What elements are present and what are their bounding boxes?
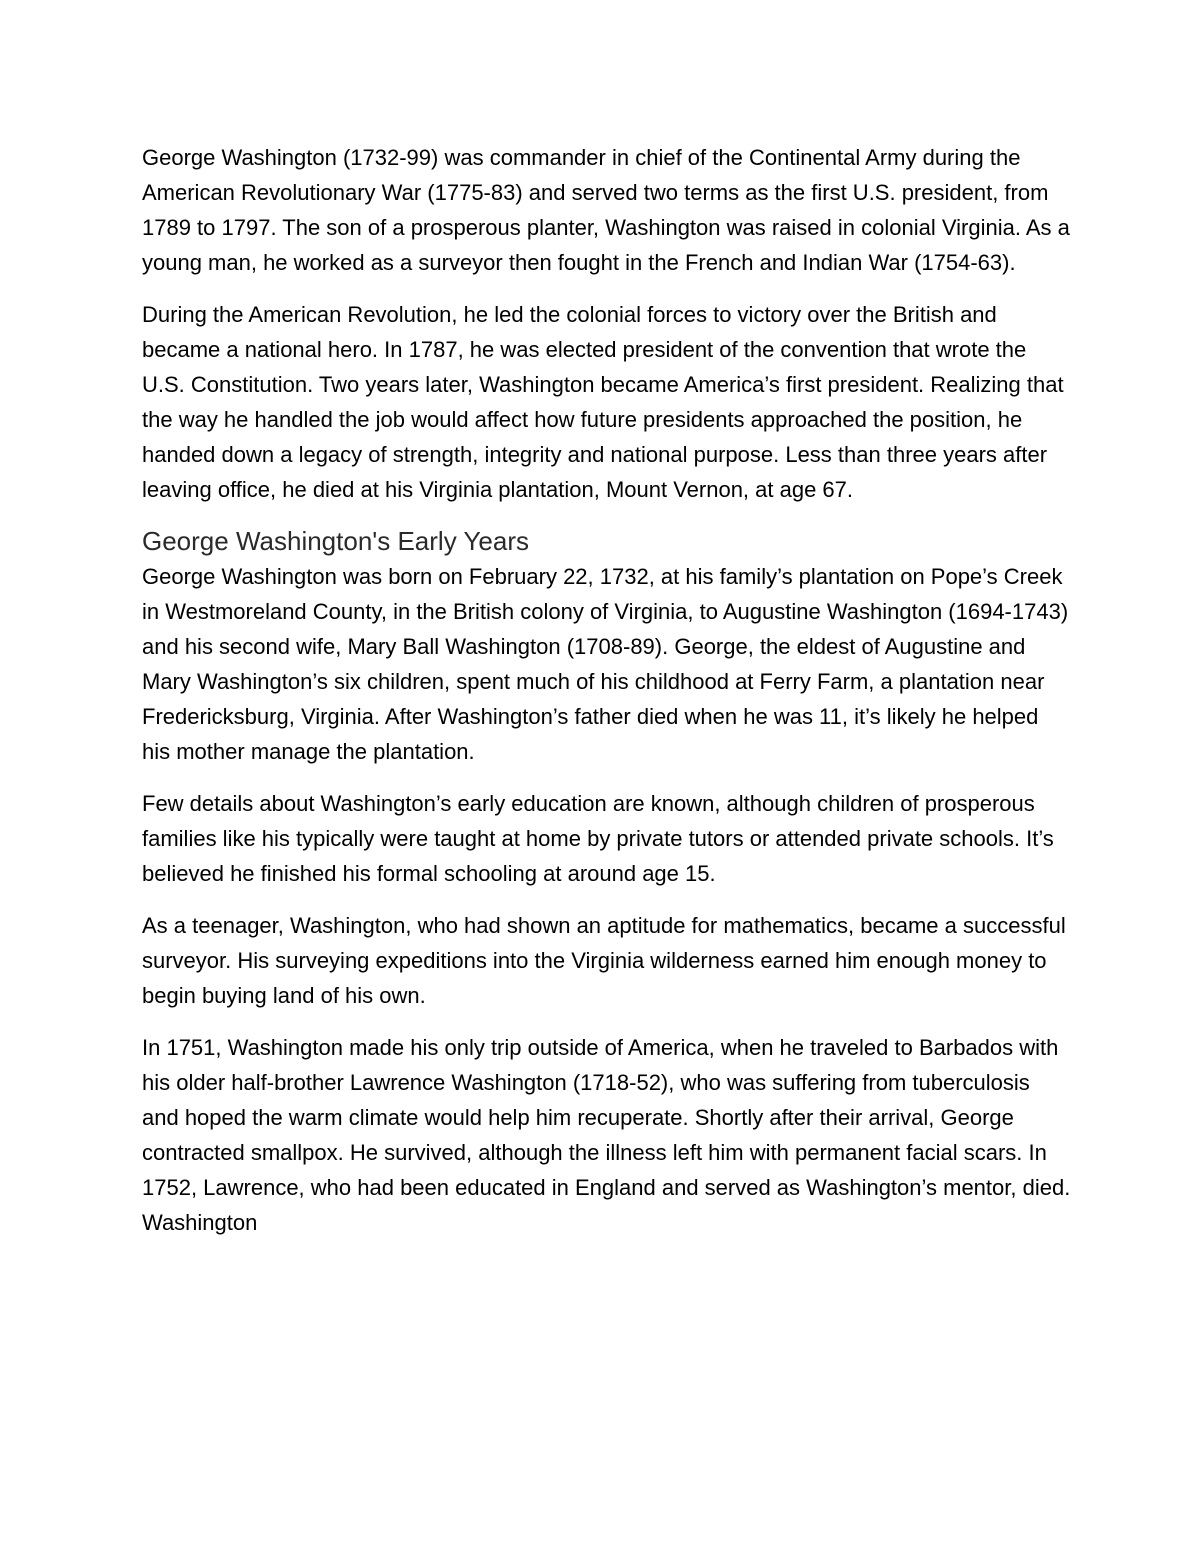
paragraph-intro-1: George Washington (1732-99) was commander in chief of the Continental Army during the American Revolutionary War (1775-83) and served two terms as the first U.S. president, from 1789 to 1797. The son of a prosperous planter, Washington was raised in colonial Virginia. As a young man, he worked as a surveyor then fought in the French and Indian War (1754-63). [142,145,1070,275]
paragraph-early-years-4: In 1751, Washington made his only trip outside of America, when he traveled to Barbados with his older half-brother Lawrence Washington (1718-52), who was suffering from tuberculosis and hoped the warm climate would help him recuperate. Shortly after their arrival, George contracted smallpox. He survived, although the illness left him with permanent facial scars. In 1752, Lawrence, who had been educated in England and served as Washington’s mentor, died. Washington [142,1035,1071,1235]
section-heading: George Washington's Early Years [142,526,529,556]
paragraph-intro-2: During the American Revolution, he led the colonial forces to victory over the British and became a national hero. In 1787, he was elected president of the convention that wrote the U.S. Constitution. Two years later, Washington became America’s first president. Realizing that the way he handled the job would affect how future presidents approached the position, he handed down a legacy of strength, integrity and national purpose. Less than three years after leaving office, he died at his Virginia plantation, Mount Vernon, at age 67. [142,302,1064,502]
paragraph-early-years-1: George Washington was born on February 22, 1732, at his family’s plantation on Pope’s Creek in Westmoreland County, in the British colony of Virginia, to Augustine Washington (1694-1743) and his second wife, Mary Ball Washington (1708-89). George, the eldest of Augustine and Mary Washington’s six children, spent much of his childhood at Ferry Farm, a plantation near Fredericksburg, Virginia. After Washington’s father died when he was 11, it’s likely he helped his mother manage the plantation. [142,564,1069,764]
paragraph-early-years-3: As a teenager, Washington, who had shown an aptitude for mathematics, became a successful surveyor. His surveying expeditions into the Virginia wilderness earned him enough money to begin buying land of his own. [142,913,1066,1008]
document-body [142,140,1072,1257]
paragraph-early-years-2: Few details about Washington’s early education are known, although children of prosperous families like his typically were taught at home by private tutors or attended private schools. It’s believed he finished his formal schooling at around age 15. [142,791,1054,886]
